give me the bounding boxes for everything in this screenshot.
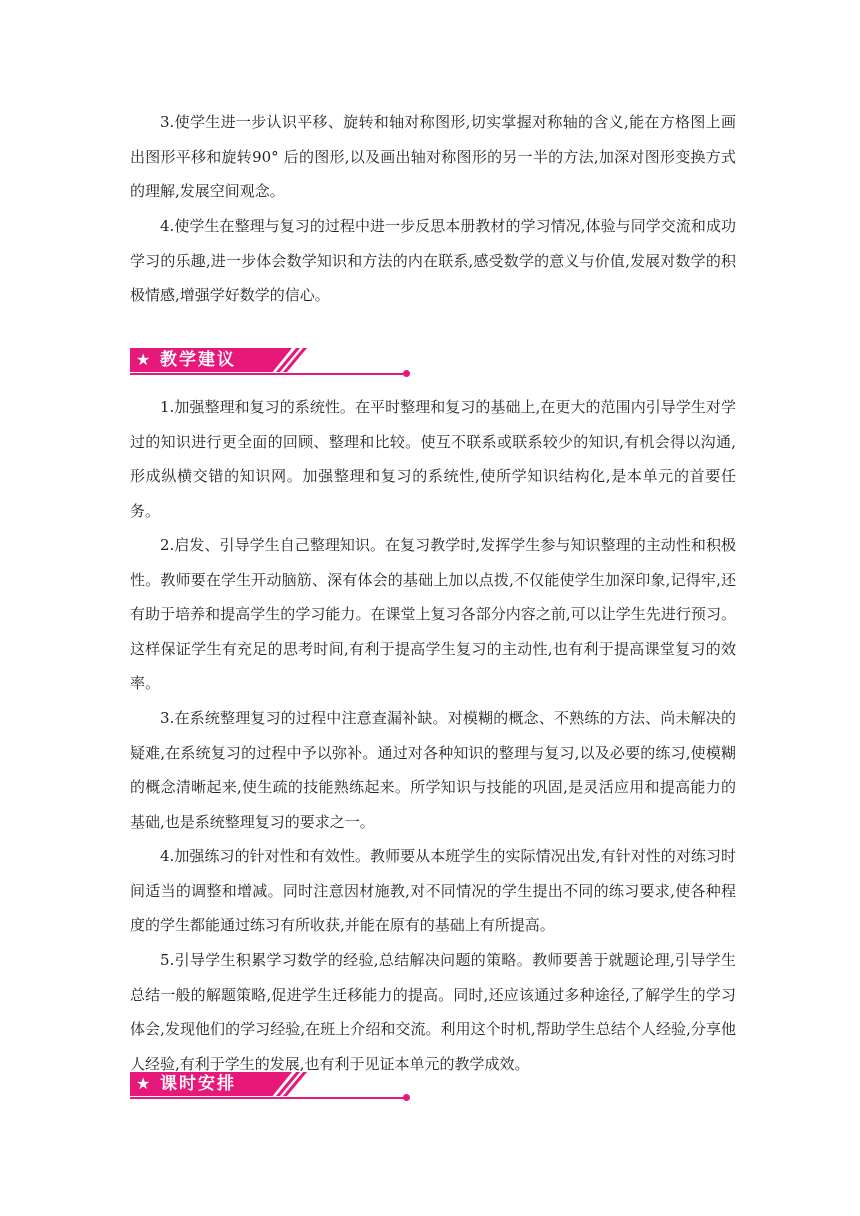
suggestion-paragraph-5: 5.引导学生积累学习数学的经验,总结解决问题的策略。教师要善于就题论理,引导学生总结一般的解题策略,促进学生迁移能力的提高。同时,还应该通过多种途径,了解学生的学习体会,发现他们的学习经验,在班上介绍和交流。利用这个时机,帮助学生总结个人经验,分享他人经验,有利于学生的发展,也有利于见证本单元的教学成效。 (130, 951, 736, 1073)
heading-underline (130, 373, 406, 375)
suggestion-paragraph-3: 3.在系统整理复习的过程中注意查漏补缺。对模糊的概念、不熟练的方法、尚未解决的疑难,在系统复习的过程中予以弥补。通过对各种知识的整理与复习,以及必要的练习,使模糊的概念清晰起来,使生疏的技能熟练起来。所学知识与技能的巩固,是灵活应用和提高能力的基础,也是系统整理复习的要求之一。 (130, 709, 736, 831)
section-title: 课时安排 (160, 1074, 236, 1094)
heading-dot (403, 370, 410, 377)
suggestion-paragraph-1: 1.加强整理和复习的系统性。在平时整理和复习的基础上,在更大的范围内引导学生对学过的知识进行更全面的回顾、整理和比较。使互不联系或联系较少的知识,有机会得以沟通,形成纵横交错的知识网。加强整理和复习的系统性,使所学知识结构化,是本单元的首要任务。 (130, 398, 736, 520)
section-title: 教学建议 (160, 350, 236, 370)
section-heading-teaching (130, 348, 420, 378)
suggestion-paragraph-2: 2.启发、引导学生自己整理知识。在复习教学时,发挥学生参与知识整理的主动性和积极性。教师要在学生开动脑筋、深有体会的基础上加以点拨,不仅能使学生加深印象,记得牢,还有助于培养和提高学生的学习能力。在课堂上复习各部分内容之前,可以让学生先进行预习。这样保证学生有充足的思考时间,有利于提高学生复习的主动性,也有利于提高课堂复习的效率。 (130, 536, 736, 692)
suggestion-paragraph-4: 4.加强练习的针对性和有效性。教师要从本班学生的实际情况出发,有针对性的对练习时间适当的调整和增减。同时注意因材施教,对不同情况的学生提出不同的练习要求,使各种程度的学生都能通过练习有所收获,并能在原有的基础上有所提高。 (130, 847, 736, 934)
star-icon: ★ (136, 350, 151, 369)
heading-dot (403, 1094, 410, 1101)
section-heading-schedule (130, 1072, 420, 1102)
objective-paragraph-4: 4.使学生在整理与复习的过程中进一步反思本册教材的学习情况,体验与同学交流和成功学习的乐趣,进一步体会数学知识和方法的内在联系,感受数学的意义与价值,发展对数学的积极情感,增强学好数学的信心。 (130, 217, 736, 304)
heading-underline (130, 1097, 406, 1099)
objective-paragraph-3: 3.使学生进一步认识平移、旋转和轴对称图形,切实掌握对称轴的含义,能在方格图上画出图形平移和旋转90° 后的图形,以及画出轴对称图形的另一半的方法,加深对图形变换方式的理解,发展空间观念。 (130, 113, 736, 200)
star-icon: ★ (136, 1074, 151, 1093)
